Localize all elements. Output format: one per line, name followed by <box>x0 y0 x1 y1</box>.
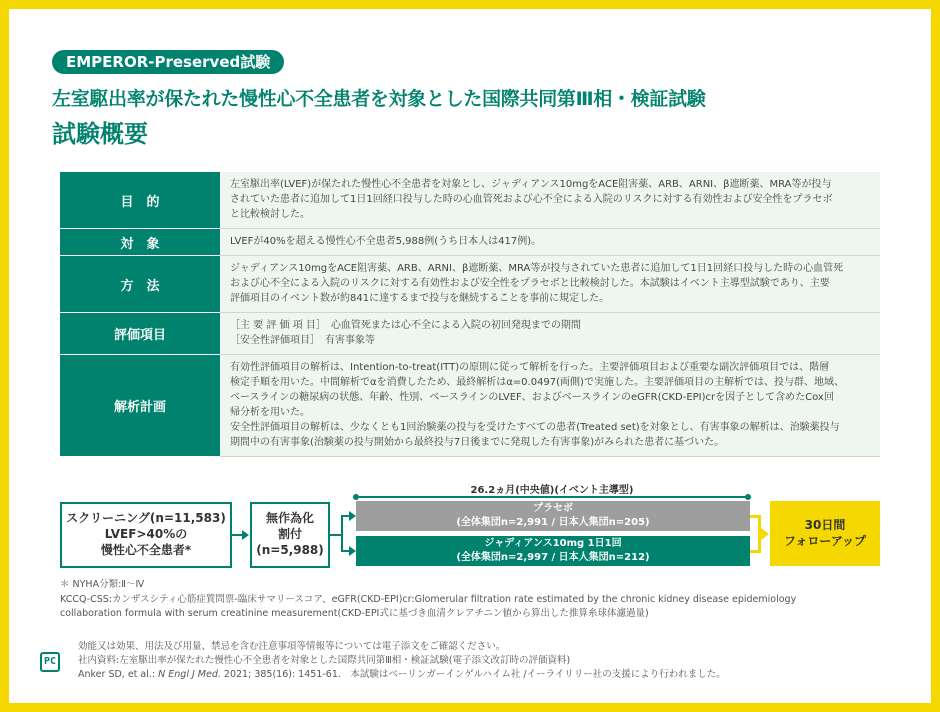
row-label-purpose: 目 的 <box>60 172 220 229</box>
followup-line: フォローアップ <box>784 534 866 548</box>
page-title: 試験概要 <box>52 120 148 148</box>
content-line: 有効性評価項目の解析は、Intention-to-treat(ITT)の原則に従って解析を行った。主要評価項目および重要な副次評価項目では、階層 <box>230 362 830 373</box>
trial-badge: EMPEROR-Preserved試験 <box>52 50 284 74</box>
period-start-dot <box>353 494 359 500</box>
table-row <box>60 172 880 229</box>
period-end-dot <box>745 494 751 500</box>
row-content-endpoints <box>220 313 880 355</box>
placebo-line: プラセボ <box>533 503 573 514</box>
row-label-endpoints: 評価項目 <box>60 313 220 355</box>
connector-line <box>232 534 242 536</box>
placebo-arm-box <box>356 501 750 531</box>
followup-box <box>770 501 880 566</box>
frame-left <box>0 0 9 712</box>
reference-line <box>78 668 726 682</box>
content-line: ベースラインの糖尿病の状態、年齢、性別、ベースラインのLVEF、およびベースラインのeGFR(CKD-EPI)crを因子として含めたCox回 <box>230 392 834 403</box>
connector-line <box>341 550 349 552</box>
arrow-head-icon <box>242 530 249 540</box>
content-line: 帰分析を用いた。 <box>230 407 310 418</box>
pc-logo-icon: PC <box>40 652 60 672</box>
randomization-line: 無作為化 <box>265 511 314 525</box>
arrow-head-icon <box>761 528 769 540</box>
content-line: 検定手順を用いた。中間解析でαを消費したため、最終解析はα=0.0497(両側)で実施した。主要評価項目の主解析では、投与群、地域、 <box>230 377 844 388</box>
followup-line: 30日間 <box>804 518 846 532</box>
row-content-analysis <box>220 355 880 457</box>
randomization-box <box>250 502 330 568</box>
reference-journal: N Engl J Med. <box>158 669 221 680</box>
jardiance-line: (全体集団n=2,997 / 日本人集団n=212) <box>456 552 650 563</box>
randomization-line: 割付 <box>277 527 302 541</box>
table-row <box>60 355 880 457</box>
row-label-method: 方 法 <box>60 256 220 313</box>
screening-line: LVEF>40%の <box>104 527 188 541</box>
reference-line: 社内資料:左室駆出率が保たれた慢性心不全患者を対象とした国際共同第Ⅲ相・検証試験(電子添文改訂時の評価資料) <box>78 655 571 666</box>
reference-author: Anker SD, et al.: <box>78 669 159 680</box>
page-subtitle: 左室駆出率が保たれた慢性心不全患者を対象とした国際共同第Ⅲ相・検証試験 <box>52 88 706 110</box>
frame-top <box>0 0 940 9</box>
row-content-purpose <box>220 172 880 229</box>
table-row <box>60 229 880 256</box>
content-line: ［主 要 評 価 項 目］ 心血管死または心不全による入院の初回発現までの期間 <box>230 320 581 331</box>
content-line: されていた患者に追加して1日1回経口投与した時の心血管死および心不全による入院のリスクに対する有効性および安全性をプラセボ <box>230 194 833 205</box>
row-content-subjects <box>220 229 880 256</box>
connector-line <box>341 515 349 517</box>
screening-line: スクリーニング(n=11,583) <box>66 511 226 525</box>
treatment-period-label: 26.2ヵ月(中央値)(イベント主導型) <box>470 485 634 496</box>
footnote-abbreviations: KCCQ-CSS:カンザスシティ心筋症質問票-臨床サマリースコア、eGFR(CKD-EPI)cr:Glomerular filtration rate estimated by the chronic kidney disease epidemiology <box>60 594 797 605</box>
content-line: 安全性評価項目の解析は、少なくとも1回治験薬の投与を受けたすべての患者(Treated set)を対象とし、有害事象の解析は、治験薬投与 <box>230 422 840 433</box>
table-row <box>60 313 880 355</box>
connector-line <box>341 515 343 552</box>
placebo-line: (全体集団n=2,991 / 日本人集団n=205) <box>456 517 650 528</box>
row-label-analysis: 解析計画 <box>60 355 220 457</box>
row-label-subjects: 対 象 <box>60 229 220 256</box>
frame-right <box>931 0 940 712</box>
content-line: および心不全による入院のリスクに対する有効性および安全性をプラセボと比較検討した。本試験はイベント主導型試験であり、主要 <box>230 278 830 289</box>
reference-rest: 2021; 385(16): 1451-61. 本試験はベーリンガーインゲルハイム社 /イーライリリー社の支援により行われました。 <box>220 669 726 680</box>
jardiance-line: ジャディアンス10mg 1日1回 <box>484 538 622 549</box>
screening-line: 慢性心不全患者* <box>100 543 192 557</box>
footnote-nyha: ＊ NYHA分類:Ⅱ〜Ⅳ <box>60 579 145 590</box>
footnote-abbreviations: collaboration formula with serum creatinine measurement(CKD-EPI式に基づき血清クレアチニン値から算出した推算糸球体濾過量) <box>60 608 649 619</box>
references <box>78 640 726 682</box>
frame-bottom <box>0 703 940 712</box>
arrow-head-icon <box>349 546 356 556</box>
arrow-head-icon <box>349 511 356 521</box>
randomization-line: (n=5,988) <box>256 543 324 557</box>
content-line: LVEFが40%を超える慢性心不全患者5,988例(うち日本人は417例)。 <box>230 236 542 247</box>
content-line: 評価項目のイベント数が約841に達するまで投与を継続することを事前に規定した。 <box>230 293 610 304</box>
treatment-period-line <box>356 496 748 498</box>
summary-table <box>60 172 880 457</box>
content-line: ［安全性評価項目］ 有害事象等 <box>230 335 375 346</box>
screening-box <box>60 502 232 568</box>
jardiance-arm-box <box>356 536 750 566</box>
reference-line: 効能又は効果、用法及び用量、禁忌を含む注意事項等情報等については電子添文をご確認ください。 <box>78 641 506 652</box>
content-line: 左室駆出率(LVEF)が保たれた慢性心不全患者を対象とし、ジャディアンス10mgをACE阻害薬、ARB、ARNI、β遮断薬、MRA等が投与 <box>230 179 832 190</box>
content-line: ジャディアンス10mgをACE阻害薬、ARB、ARNI、β遮断薬、MRA等が投与されていた患者に追加して1日1回経口投与した時の心血管死 <box>230 263 844 274</box>
row-content-method <box>220 256 880 313</box>
content-line: 期間中の有害事象(治験薬の投与開始から最終投与7日後までに発現した有害事象)がみられた患者に基づいた。 <box>230 437 725 448</box>
table-row <box>60 256 880 313</box>
content-line: と比較検討した。 <box>230 209 310 220</box>
